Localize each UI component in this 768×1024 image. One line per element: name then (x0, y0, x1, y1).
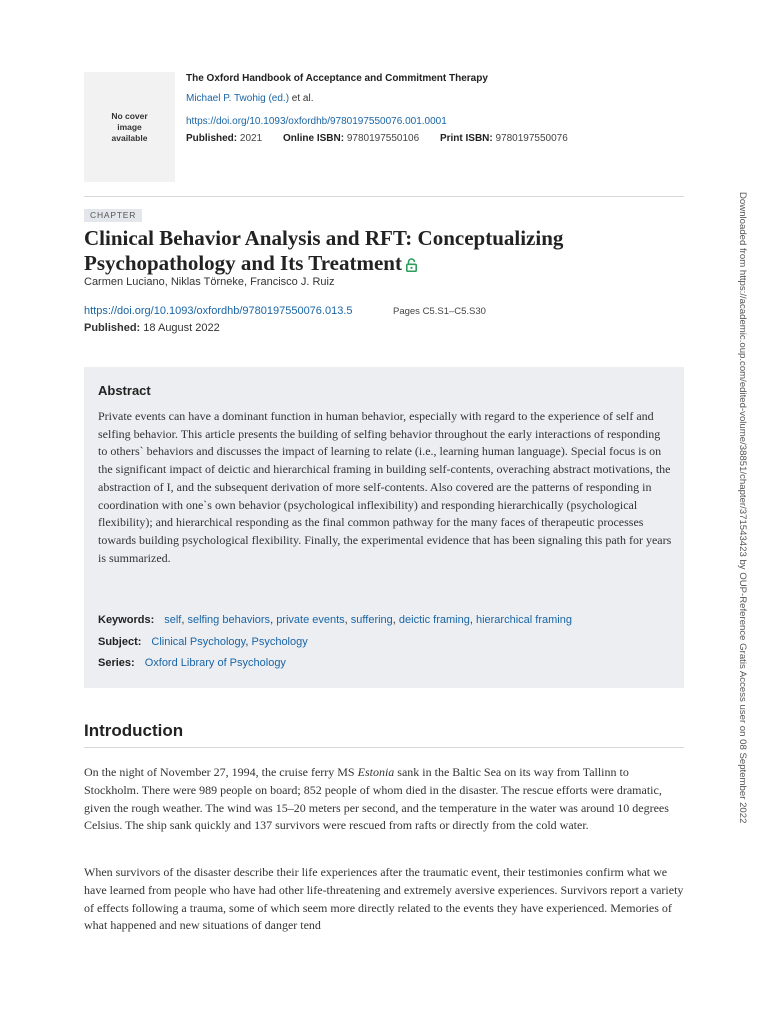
cover-text: No cover image available (111, 110, 148, 143)
keyword-link[interactable]: deictic framing (398, 614, 470, 626)
book-meta (186, 133, 586, 144)
subject-row (98, 636, 308, 648)
intro-paragraph-2: When survivors of the disaster describe their life experiences after the traumatic event, their testimonies confirm what we have learned from people who have had other life-threatening and extremely aversive experiences. Survivors report a variety of effects following a trauma, some of which seem more directly related to the events they have experienced. Memories of what happened and new situations of danger tend (84, 865, 684, 933)
separator: , (181, 614, 188, 626)
unlock-icon (406, 253, 417, 278)
book-published: Published: 2021 (186, 133, 263, 144)
series-link[interactable]: Oxford Library of Psychology (144, 657, 286, 669)
keyword-link[interactable]: self (164, 614, 182, 626)
book-editor-link[interactable]: Michael P. Twohig (ed.) (186, 93, 290, 104)
chapter-doi-link[interactable]: https://doi.org/10.1093/oxfordhb/9780197550076.013.5 (84, 305, 353, 317)
keyword-link[interactable]: private events (276, 614, 345, 626)
separator: , (245, 636, 252, 648)
series-label: Series: (98, 657, 135, 669)
introduction-heading: Introduction (84, 721, 184, 740)
abstract-text: Private events can have a dominant function in human behavior, especially with regard to the experience of self and selfing behavior. This article presents the building of selfing behavior throughout the early interactions of responding to others` behaviors and discusses the impact of learning to relate (i.e., learning human language). Special focus is on the significant impact of deictic and hierarchical framing in building self-contents, overaching abstract motivations, the abstraction of I, and the subsequent derivation of more self-contents. Also covered are the patterns of responding in coordination with one`s own behavior (psychological inflexibility) and responding hierarchically (psychological flexibility); and hierarchical responding as the final common pathway for the many faces of therapeutic processes towards building psychological flexibility. Finally, the experimental evidence that has been signaling this path for years is summarized. (98, 409, 672, 565)
download-note-text: Downloaded from https://academic.oup.com/edited-volume/38851/chapter/371543423 by OUP-Reference Gratis Access user on 08 September 2022 (737, 192, 748, 824)
book-doi (186, 116, 447, 127)
book-doi-link[interactable]: https://doi.org/10.1093/oxfordhb/9780197550076.001.0001 (186, 116, 447, 127)
separator: , (270, 614, 277, 626)
keyword-link[interactable]: hierarchical framing (475, 614, 572, 626)
ship-name: Estonia (357, 765, 395, 779)
subject-label: Subject: (98, 636, 142, 648)
divider (84, 196, 684, 197)
intro-paragraph-1: On the night of November 27, 1994, the cruise ferry MS Estonia sank in the Baltic Sea on its way from Tallinn to Stockholm. There were 989 people on board; 852 people of whom died in the disaster. The rescue efforts were dramatic, given the rough weather. The wind was 15–20 meters per second, and the temperature in the water was around 10 degrees Celsius. The ship sank quickly and 137 survivors were rescued from rafts or directly from the cold water. (84, 765, 669, 833)
chapter-pages: Pages C5.S1–C5.S30 (393, 306, 486, 317)
book-editor-suffix: et al. (289, 93, 314, 104)
abstract-box (84, 367, 684, 688)
keyword-link[interactable]: suffering (350, 614, 393, 626)
divider (84, 747, 684, 748)
subject-link[interactable]: Clinical Psychology (151, 636, 246, 648)
chapter-title-block (84, 226, 684, 278)
cover-placeholder (84, 72, 175, 182)
chapter-authors: Carmen Luciano, Niklas Törneke, Francisco J. Ruiz (84, 276, 335, 288)
separator: , (392, 614, 399, 626)
book-title[interactable]: The Oxford Handbook of Acceptance and Commitment Therapy (186, 73, 488, 84)
abstract-heading: Abstract (98, 383, 151, 398)
keywords-list (164, 614, 572, 626)
subject-link[interactable]: Psychology (251, 636, 308, 648)
book-online-isbn: Online ISBN: 9780197550106 (282, 133, 420, 144)
download-note (738, 192, 748, 832)
keyword-link[interactable]: selfing behaviors (187, 614, 271, 626)
chapter-published: Published: 18 August 2022 (84, 322, 220, 334)
book-editor-line (186, 93, 314, 104)
separator: , (344, 614, 351, 626)
keywords-label: Keywords: (98, 614, 155, 626)
chapter-tag: CHAPTER (84, 209, 142, 222)
book-print-isbn: Print ISBN: 9780197550076 (439, 133, 568, 144)
separator: , (469, 614, 476, 626)
keywords-row (98, 614, 572, 626)
book-header (84, 72, 684, 184)
series-row (98, 657, 286, 669)
chapter-title: Clinical Behavior Analysis and RFT: Conceptualizing Psychopathology and Its Treatment (84, 226, 564, 275)
subject-list (151, 636, 307, 648)
